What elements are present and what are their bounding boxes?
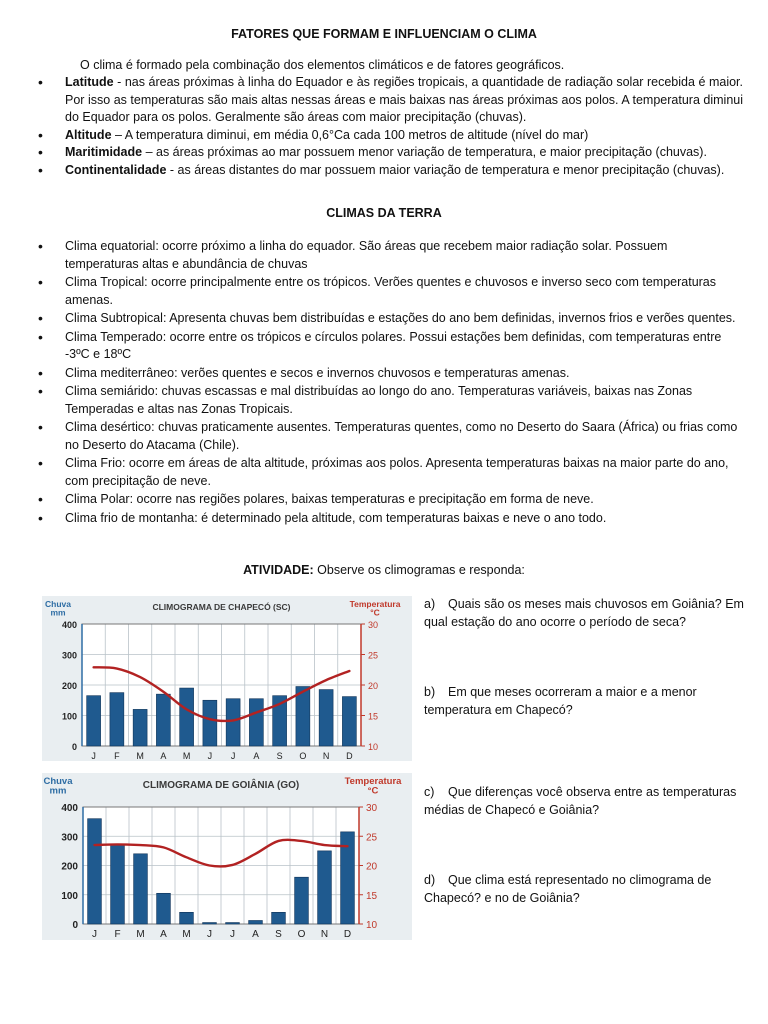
x-tick-label: N — [320, 929, 329, 940]
y-left-tick-label: 200 — [61, 861, 78, 873]
clima-item: • Clima Tropical: ocorre principalmente entre os trópicos. Verões quentes e chuvosos e inverso seco com temperaturas amenas. — [38, 274, 743, 309]
x-tick-label: J — [207, 751, 213, 761]
y-left-axis-label: Chuva — [43, 776, 73, 787]
y-right-tick-label: 20 — [368, 681, 379, 691]
precipitation-bar — [226, 699, 240, 746]
x-tick-label: M — [182, 929, 191, 940]
y-left-tick-label: 200 — [61, 681, 77, 691]
precipitation-bar — [226, 923, 240, 924]
factor-term: Maritimidade — [65, 145, 143, 159]
chart-title: CLIMOGRAMA DE CHAPECÓ (SC) — [152, 602, 291, 612]
clima-item: • Clima Temperado: ocorre entre os trópicos e círculos polares. Possui estações bem definidas, com temperaturas entre -3ºC e 18ºC — [38, 329, 743, 364]
y-left-tick-label: 400 — [61, 803, 78, 814]
precipitation-bar — [249, 699, 263, 746]
factor-term: Latitude — [65, 75, 114, 89]
y-right-tick-label: 30 — [366, 803, 378, 814]
factor-term: Altitude — [65, 127, 112, 142]
intro-paragraph: O clima é formado pela combinação dos elementos climáticos e de fatores geográficos. — [80, 58, 565, 72]
precipitation-bar — [342, 697, 356, 746]
climas-list — [38, 238, 743, 528]
y-left-tick-label: 0 — [71, 742, 77, 752]
precipitation-bar — [110, 693, 124, 746]
factor-text: – as áreas próximas ao mar possuem menor variação de temperatura, e maior precipitação (chuvas). — [142, 145, 707, 159]
question-label: a) — [424, 597, 436, 611]
precipitation-bar — [249, 920, 263, 924]
x-tick-label: D — [343, 929, 352, 940]
clima-item: • Clima Frio: ocorre em áreas de alta altitude, próximas aos polos. Apresenta temperaturas baixas na maior parte do ano, com precipitação de neve. — [38, 455, 743, 490]
precipitation-bar — [180, 688, 194, 746]
climas-title: CLIMAS DA TERRA — [326, 206, 442, 220]
clima-item: • Clima Subtropical: Apresenta chuvas bem distribuídas e estações do ano bem definidas, invernos frios e verões quentes. — [38, 310, 743, 328]
x-tick-label: O — [297, 929, 306, 940]
x-tick-label: A — [252, 929, 259, 940]
y-right-axis-unit: °C — [370, 607, 380, 618]
precipitation-bar — [88, 819, 102, 924]
precipitation-bar — [111, 845, 125, 924]
question-label: b) — [424, 685, 436, 699]
factor-maritimidade — [38, 144, 743, 162]
y-right-tick-label: 10 — [366, 920, 378, 931]
x-tick-label: M — [136, 929, 145, 940]
activity-label: ATIVIDADE: — [243, 563, 314, 577]
question-c — [424, 783, 744, 819]
factors-list — [38, 74, 743, 179]
precipitation-bar — [319, 690, 333, 746]
x-tick-label: J — [230, 929, 235, 940]
activity-text: Observe os climogramas e responda: — [313, 563, 525, 577]
y-right-axis-unit: °C — [367, 785, 379, 797]
factor-text: – A temperatura diminui, em média 0,6°Ca cada 100 metros de altitude (nível do mar) — [111, 127, 589, 142]
precipitation-bar — [318, 851, 332, 924]
x-tick-label: F — [114, 751, 120, 761]
y-right-axis-label: Temperatura — [344, 776, 402, 787]
clima-item: • Clima semiárido: chuvas escassas e mal distribuídas ao longo do ano. Temperaturas variáveis, baixas nas Zonas Temperadas e altas nas Zonas Tropicais. — [38, 383, 743, 418]
factor-latitude — [38, 74, 743, 127]
x-tick-label: J — [91, 751, 96, 761]
y-left-axis-unit: mm — [50, 607, 66, 618]
y-right-tick-label: 25 — [366, 832, 378, 844]
climogram-chapeco-svg — [42, 596, 412, 761]
y-right-tick-label: 30 — [368, 620, 379, 630]
factor-altitude — [38, 127, 743, 145]
y-left-axis-unit: mm — [49, 785, 67, 797]
clima-item: • Clima desértico: chuvas praticamente ausentes. Temperaturas quentes, como no Deserto do Saara (África) ou frias como no Deserto do Atacama (Chile). — [38, 419, 743, 454]
clima-item: • Clima Polar: ocorre nas regiões polares, baixas temperaturas e precipitação em forma de neve. — [38, 491, 743, 509]
y-right-tick-label: 25 — [368, 650, 379, 661]
y-right-tick-label: 15 — [366, 890, 378, 902]
y-left-tick-label: 400 — [61, 620, 77, 630]
y-left-tick-label: 0 — [72, 920, 78, 931]
x-tick-label: F — [114, 929, 121, 940]
climogram-goiania — [42, 773, 412, 940]
question-label: c) — [424, 785, 435, 799]
precipitation-bar — [156, 694, 170, 746]
question-text: Quais são os meses mais chuvosos em Goiânia? Em qual estação do ano ocorre o período de seca? — [424, 597, 744, 629]
chart-title: CLIMOGRAMA DE GOIÂNIA (GO) — [142, 780, 300, 791]
factor-text: - nas áreas próximas à linha do Equador e às regiões tropicais, a quantidade de radiação solar recebida é maior. Por isso as temperaturas são mais altas nessas áreas e mais baixas nas áreas próximas aos polos. A temperatura diminui do Equador para os polos. Geralmente são áreas com maior precipitação (chuvas). — [65, 75, 743, 124]
factor-continentalidade — [38, 162, 743, 180]
precipitation-bar — [87, 696, 101, 746]
factor-term: Continentalidade — [65, 162, 167, 177]
x-tick-label: J — [230, 751, 236, 761]
x-tick-label: N — [322, 751, 330, 761]
climogram-chapeco — [42, 596, 412, 761]
precipitation-bar — [134, 854, 148, 924]
x-tick-label: S — [275, 929, 282, 940]
x-tick-label: A — [253, 751, 260, 761]
clima-item: • Clima equatorial: ocorre próximo a linha do equador. São áreas que recebem maior radiação solar. Possuem temperaturas altas e abundância de chuvas — [38, 238, 743, 273]
y-left-tick-label: 100 — [61, 711, 77, 722]
precipitation-bar — [272, 912, 286, 924]
question-text: Em que meses ocorreram a maior e a menor temperatura em Chapecó? — [424, 685, 697, 717]
question-d — [424, 871, 744, 907]
question-text: Que diferenças você observa entre as temperaturas médias de Chapecó e Goiânia? — [424, 785, 737, 817]
page-title: FATORES QUE FORMAM E INFLUENCIAM O CLIMA — [231, 27, 537, 41]
x-tick-label: A — [160, 929, 167, 940]
x-tick-label: A — [160, 751, 167, 761]
y-left-tick-label: 300 — [61, 650, 77, 661]
x-tick-label: S — [276, 751, 283, 761]
clima-item: • Clima frio de montanha: é determinado pela altitude, com temperaturas baixas e neve o ano todo. — [38, 510, 743, 528]
precipitation-bar — [133, 709, 147, 746]
y-right-tick-label: 10 — [368, 742, 379, 752]
factor-text: - as áreas distantes do mar possuem maior variação de temperatura e menor precipitação (chuvas). — [166, 162, 725, 177]
x-tick-label: J — [207, 929, 212, 940]
question-label: d) — [424, 873, 436, 887]
precipitation-bar — [295, 877, 309, 924]
x-tick-label: M — [136, 751, 144, 761]
y-left-tick-label: 100 — [61, 890, 78, 902]
y-right-tick-label: 15 — [368, 711, 379, 722]
x-tick-label: M — [182, 751, 191, 761]
y-right-axis-label: Temperatura — [349, 599, 401, 609]
precipitation-bar — [203, 923, 217, 924]
x-tick-label: O — [299, 751, 307, 761]
question-a — [424, 595, 744, 631]
clima-item: • Clima mediterrâneo: verões quentes e secos e invernos chuvosos e temperaturas amenas. — [38, 365, 743, 383]
y-left-axis-label: Chuva — [45, 599, 71, 609]
question-text: Que clima está representado no climograma de Chapecó? e no de Goiânia? — [424, 873, 712, 905]
precipitation-bar — [157, 893, 171, 924]
activity-heading — [0, 563, 768, 577]
question-b — [424, 683, 744, 719]
y-left-tick-label: 300 — [61, 832, 78, 844]
precipitation-bar — [180, 912, 194, 924]
x-tick-label: J — [92, 929, 97, 940]
x-tick-label: D — [346, 751, 353, 761]
y-right-tick-label: 20 — [366, 861, 378, 873]
precipitation-bar — [203, 700, 217, 746]
climogram-goiania-svg — [42, 773, 412, 940]
